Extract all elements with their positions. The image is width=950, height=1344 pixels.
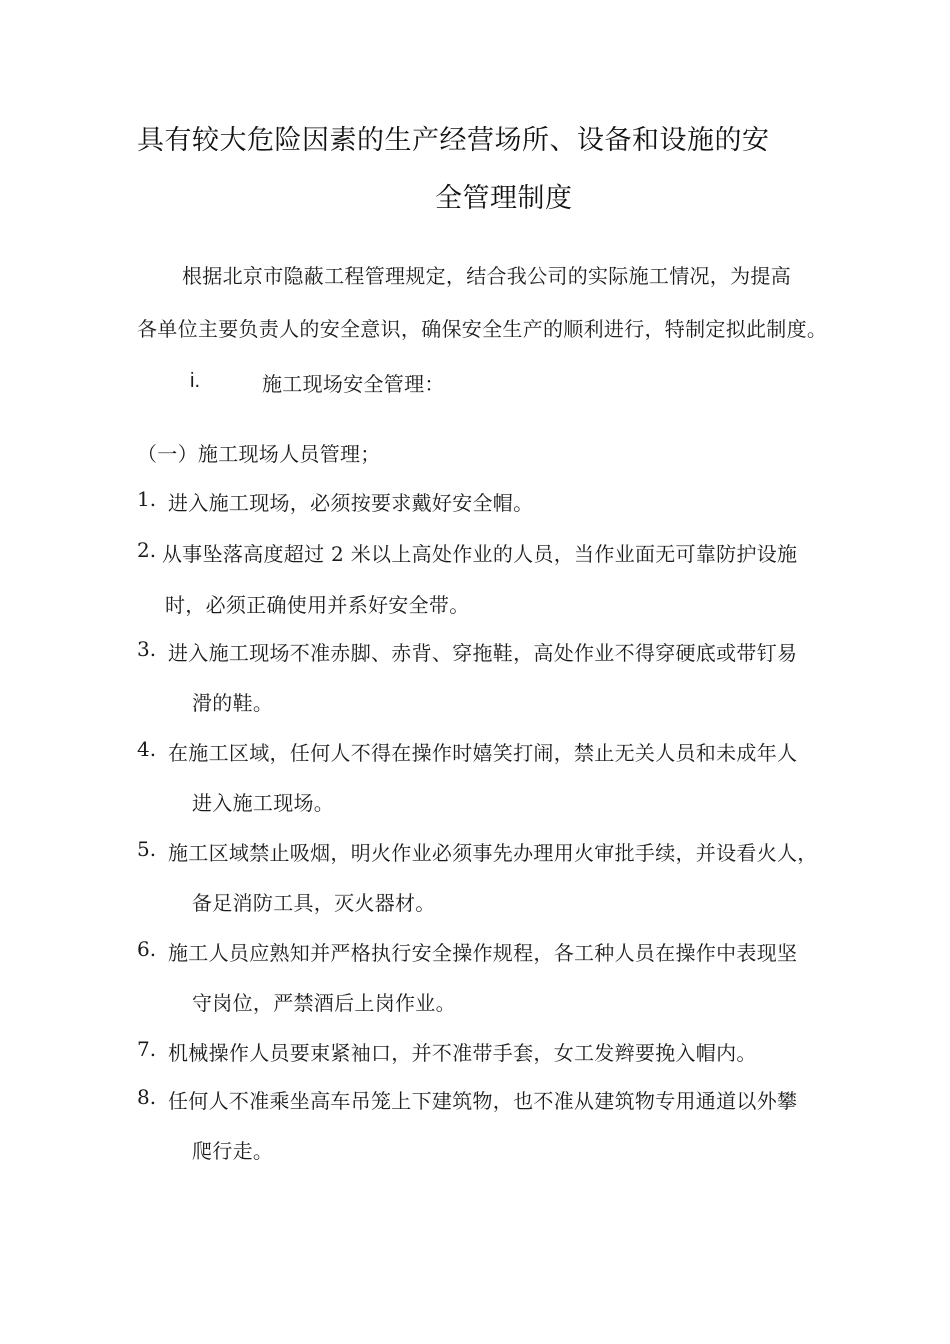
list-item-text: 进入施工现场不准赤脚、赤背、穿拖鞋，高处作业不得穿硬底或带钉易 (168, 641, 798, 665)
document-title-line-2: 全管理制度 (435, 183, 573, 214)
list-item-text: 从事坠落高度超过 2 米以上高处作业的人员，当作业面无可靠防护设施 (162, 542, 798, 566)
list-item-number: 7. (137, 1037, 157, 1061)
subsection-title: （一）施工现场人员管理； (137, 442, 381, 466)
intro-paragraph-line-2: 各单位主要负责人的安全意识，确保安全生产的顺利进行，特制定拟此制度。 (137, 317, 828, 341)
list-item-text: 进入施工现场，必须按要求戴好安全帽。 (168, 491, 534, 515)
list-item-text: 施工区域禁止吸烟，明火作业必须事先办理用火审批手续，并设看火人， (168, 841, 818, 865)
list-item-number: 3. (137, 637, 157, 661)
list-item-text-continued: 备足消防工具，灭火器材。 (192, 891, 436, 915)
list-item-number: 1. (137, 487, 157, 511)
list-item-text: 任何人不准乘坐高车吊笼上下建筑物，也不准从建筑物专用通道以外攀 (168, 1089, 798, 1113)
list-item-number: 6. (137, 937, 157, 961)
document-title-line-1: 具有较大危险因素的生产经营场所、设备和设施的安 (137, 125, 770, 156)
list-item-text-continued: 滑的鞋。 (192, 691, 274, 715)
section-number: i. (190, 370, 200, 392)
list-item-number: 8. (137, 1085, 157, 1109)
list-item-text: 机械操作人员要束紧袖口，并不准带手套，女工发辫要挽入帽内。 (168, 1041, 757, 1065)
list-item-number: 4. (137, 737, 157, 761)
list-item-number: 5. (137, 837, 157, 861)
list-item-text-continued: 爬行走。 (192, 1139, 274, 1163)
intro-paragraph-line-1: 根据北京市隐蔽工程管理规定，结合我公司的实际施工情况，为提高 (182, 264, 791, 288)
section-title: 施工现场安全管理： (262, 372, 445, 396)
list-item-number: 2. (137, 538, 157, 562)
list-item-text: 在施工区域，任何人不得在操作时嬉笑打闹，禁止无关人员和未成年人 (168, 741, 798, 765)
list-item-text-continued: 时，必须正确使用并系好安全带。 (165, 593, 470, 617)
list-item-text: 施工人员应熟知并严格执行安全操作规程，各工种人员在操作中表现坚 (168, 941, 798, 965)
list-item-text-continued: 守岗位，严禁酒后上岗作业。 (192, 991, 456, 1015)
list-item-text-continued: 进入施工现场。 (192, 791, 335, 815)
